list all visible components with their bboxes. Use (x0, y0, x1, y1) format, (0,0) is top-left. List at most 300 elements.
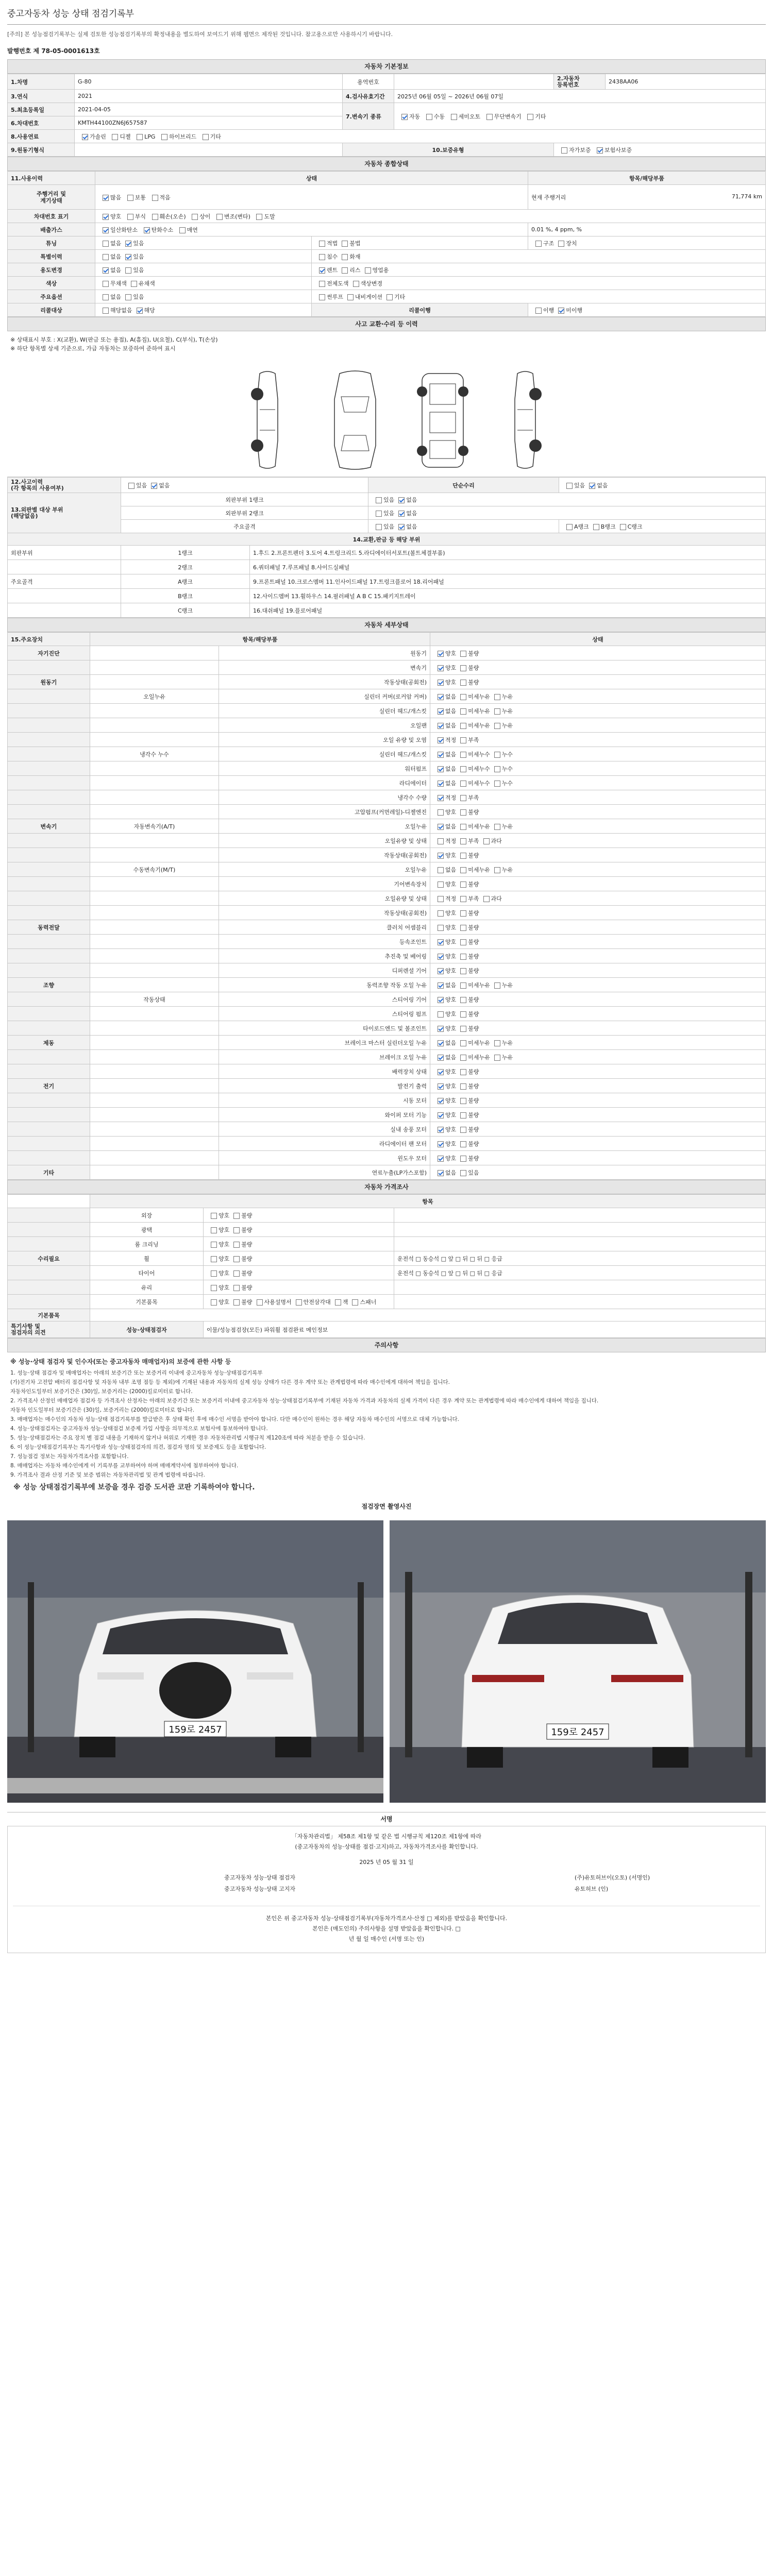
checkbox-detail-8-1[interactable] (460, 766, 466, 772)
checkbox-vin-5[interactable] (256, 214, 262, 220)
checkbox-detail-26-1[interactable] (460, 1026, 466, 1032)
checkbox-detail-33-0[interactable] (438, 1127, 444, 1133)
note-item: 1. 성능·상태 점검자 및 매매업자는 아래의 보증기간 또는 보증거리 이내에 중고자동차 성능·상태점검기록부 (10, 1370, 263, 1376)
checkbox-vin-3[interactable] (192, 214, 198, 220)
checkbox-emission-0[interactable] (103, 227, 109, 233)
checkbox-detail-16-1[interactable] (460, 882, 466, 888)
checkbox-tuning-1[interactable] (125, 241, 131, 247)
checkbox-detail-32-0[interactable] (438, 1112, 444, 1118)
checkbox-detail-4-2[interactable] (494, 708, 500, 715)
checkbox-detail-7-1[interactable] (460, 752, 466, 758)
option-label: 없음 (445, 1054, 457, 1061)
detail-item: 작동상태(공회전) (219, 675, 430, 689)
note-item: 자동차인도일부터 보증기간은 (30)일, 보증거리는 (2000)킬로미터로 합니다. (10, 1388, 193, 1395)
option-label: 양호 (445, 880, 457, 888)
checkbox-detail-30-1[interactable] (460, 1083, 466, 1090)
value-first-registration: 2021-04-05 (75, 103, 343, 116)
checkbox-vin-2[interactable] (152, 214, 158, 220)
option-label: 양호 (445, 1097, 457, 1104)
option-label: 양호 (445, 852, 457, 859)
parts-items: 1.후드 2.프론트펜더 3.도어 4.트렁크리드 5.라디에이터서포트(볼트체결부품) (250, 546, 766, 560)
checkbox-use-3[interactable] (342, 267, 348, 274)
checkbox-price-0-0[interactable] (211, 1213, 217, 1219)
checkbox-fuel-3[interactable] (161, 134, 167, 140)
checkbox-emission-2[interactable] (179, 227, 186, 233)
detail-item: 오일 유량 및 오염 (219, 733, 430, 747)
value-current-mileage: 71,774 km (731, 193, 762, 200)
checkbox-recall-1[interactable] (137, 308, 143, 314)
head-status: 상태 (95, 172, 528, 185)
checkbox-detail-33-1[interactable] (460, 1127, 466, 1133)
checkbox-price-3-0[interactable] (211, 1256, 217, 1262)
checkbox-detail-10-1[interactable] (460, 795, 466, 801)
option-label: 누유 (501, 693, 513, 700)
detail-group (8, 877, 90, 891)
checkbox-detail-5-2[interactable] (494, 723, 500, 729)
checkbox-warranty-0[interactable] (561, 147, 567, 154)
checkbox-detail-2-1[interactable] (460, 680, 466, 686)
option-label: 미세누유 (468, 1039, 490, 1046)
checkbox-detail-25-1[interactable] (460, 1011, 466, 1018)
checkbox-detail-27-2[interactable] (494, 1040, 500, 1046)
checkbox-price-1-1[interactable] (233, 1227, 240, 1233)
detail-item: 실린더 헤드/개스킷 (219, 747, 430, 761)
section-detail-status: 자동차 세부상태 (7, 618, 766, 632)
checkbox-detail-11-1[interactable] (460, 809, 466, 816)
price-row (8, 1280, 766, 1295)
checkbox-use-0[interactable] (103, 267, 109, 274)
option-label: 불량 (468, 808, 479, 816)
price-group (8, 1295, 90, 1309)
option-label: 양호 (445, 1082, 457, 1090)
checkbox-simple-1[interactable] (589, 483, 595, 489)
checkbox-recall-0[interactable] (103, 308, 109, 314)
head-item: 항목/해당부품 (528, 172, 766, 185)
checkbox-detail-32-1[interactable] (460, 1112, 466, 1118)
checkbox-trans-0[interactable] (401, 114, 408, 120)
checkbox-detail-18-1[interactable] (460, 910, 466, 917)
rear-photo (390, 1520, 766, 1803)
checkbox-detail-3-1[interactable] (460, 694, 466, 700)
value-inspector-opinion: 이물/성능점검장(모든) 파워휠 점검완료 메인정보 (204, 1321, 766, 1338)
checkbox-vin-1[interactable] (127, 214, 133, 220)
detail-item: 오일누유 (219, 862, 430, 877)
option-label: 과다 (491, 837, 502, 844)
checkbox-price-2-1[interactable] (233, 1242, 240, 1248)
checkbox-detail-17-2[interactable] (483, 896, 490, 902)
checkbox-detail-28-2[interactable] (494, 1055, 500, 1061)
checkbox-detail-22-1[interactable] (460, 968, 466, 974)
checkbox-fuel-2[interactable] (137, 134, 143, 140)
option-label: 부족 (468, 736, 479, 743)
detail-item: 라디에이터 팬 모터 (219, 1137, 430, 1151)
label-recall: 리콜대상 (8, 303, 95, 317)
checkbox-detail-24-0[interactable] (438, 997, 444, 1003)
checkbox-use-4[interactable] (365, 267, 371, 274)
price-extra: 운전석 □ 동승석 □ 앞 □ 뒤 □ 뒤 □ 응급 (394, 1251, 766, 1266)
option-label: 없음 (445, 1169, 457, 1176)
checkbox-detail-8-0[interactable] (438, 766, 444, 772)
checkbox-detail-13-1[interactable] (460, 838, 466, 844)
checkbox-detail-34-0[interactable] (438, 1141, 444, 1147)
checkbox-recall-3[interactable] (558, 308, 564, 314)
detail-row (8, 906, 766, 920)
option-label: 불량 (241, 1269, 253, 1277)
checkbox-options-1[interactable] (125, 294, 131, 300)
page-title: 중고자동차 성능 상태 점검기록부 (7, 0, 766, 25)
checkbox-color-3[interactable] (353, 281, 359, 287)
checkbox-special-1[interactable] (125, 254, 131, 260)
price-item: 휠 (90, 1251, 204, 1266)
checkbox-detail-23-1[interactable] (460, 982, 466, 989)
checkbox-price-4-1[interactable] (233, 1270, 240, 1277)
detail-group: 기타 (8, 1165, 90, 1180)
checkbox-detail-2-0[interactable] (438, 680, 444, 686)
checkbox-detail-35-0[interactable] (438, 1156, 444, 1162)
legend-line-2: ※ 하단 항목별 상세 기준으로, 가급 자동차는 보증하여 준하여 표시 (10, 345, 176, 352)
checkbox-detail-1-0[interactable] (438, 665, 444, 671)
checkbox-detail-12-2[interactable] (494, 824, 500, 830)
checkbox-vin-0[interactable] (103, 214, 109, 220)
checkbox-detail-6-1[interactable] (460, 737, 466, 743)
section-accident-history: 사고 교환·수리 등 이력 (7, 317, 766, 331)
buyer-sign-line[interactable]: 년 월 일 매수인 (서명 또는 인) (348, 1936, 425, 1942)
detail-sub (90, 1036, 219, 1050)
checkbox-frame-1[interactable] (398, 524, 405, 530)
checkbox-accident-1[interactable] (151, 483, 157, 489)
checkbox-frame-3[interactable] (593, 524, 599, 530)
checkbox-warranty-1[interactable] (597, 147, 603, 154)
checkbox-price-6-5[interactable] (352, 1299, 358, 1306)
checkbox-detail-29-0[interactable] (438, 1069, 444, 1075)
label-simple-repair: 단순수리 (368, 478, 559, 493)
price-extra (394, 1208, 766, 1223)
option-label: 없음 (445, 693, 457, 700)
checkbox-detail-18-0[interactable] (438, 910, 444, 917)
checkbox-price-5-1[interactable] (233, 1285, 240, 1291)
checkbox-rank1-1[interactable] (398, 497, 405, 503)
checkbox-detail-21-1[interactable] (460, 954, 466, 960)
checkbox-recall-2[interactable] (535, 308, 542, 314)
checkbox-fuel-4[interactable] (203, 134, 209, 140)
detail-row (8, 790, 766, 805)
label-inspector: 성능·상태점검자 (90, 1321, 204, 1338)
checkbox-emission-1[interactable] (144, 227, 150, 233)
checkbox-detail-15-0[interactable] (438, 867, 444, 873)
checkbox-detail-17-1[interactable] (460, 896, 466, 902)
checkbox-options-4[interactable] (386, 294, 393, 300)
checkbox-color-2[interactable] (319, 281, 325, 287)
checkbox-fuel-1[interactable] (112, 134, 118, 140)
checkbox-detail-36-0[interactable] (438, 1170, 444, 1176)
checkbox-detail-21-0[interactable] (438, 954, 444, 960)
option-label: 스패너 (360, 1298, 377, 1306)
detail-item: 실내 송풍 모터 (219, 1122, 430, 1137)
option-label: 미세누유 (468, 823, 490, 830)
checkbox-detail-27-0[interactable] (438, 1040, 444, 1046)
checkbox-detail-8-2[interactable] (494, 766, 500, 772)
head-device: 15.주요장치 (8, 633, 90, 646)
checkbox-detail-9-0[interactable] (438, 781, 444, 787)
detail-sub (90, 776, 219, 790)
detail-sub (90, 718, 219, 733)
checkbox-price-6-0[interactable] (211, 1299, 217, 1306)
checkbox-detail-23-0[interactable] (438, 982, 444, 989)
checkbox-detail-0-0[interactable] (438, 651, 444, 657)
fuel-options: 가솔린 디젤 LPG 하이브리드 기타 (75, 130, 766, 143)
option-label: 양호 (445, 996, 457, 1003)
checkbox-color-1[interactable] (131, 281, 137, 287)
checkbox-trans-3[interactable] (486, 114, 493, 120)
price-extra (394, 1223, 766, 1237)
checkbox-detail-15-1[interactable] (460, 867, 466, 873)
detail-group (8, 805, 90, 819)
checkbox-use-2[interactable] (319, 267, 325, 274)
checkbox-detail-5-0[interactable] (438, 723, 444, 729)
detail-group (8, 1122, 90, 1137)
checkbox-detail-28-0[interactable] (438, 1055, 444, 1061)
checkbox-detail-27-1[interactable] (460, 1040, 466, 1046)
label-mileage: 주행거리 및 계기상태 (8, 185, 95, 210)
option-label: 미세누유 (468, 866, 490, 873)
checkbox-detail-16-0[interactable] (438, 882, 444, 888)
checkbox-special-3[interactable] (342, 254, 348, 260)
checkbox-frame-0[interactable] (376, 524, 382, 530)
parts-rank: B랭크 (121, 589, 250, 603)
checkbox-detail-13-0[interactable] (438, 838, 444, 844)
detail-group: 조향 (8, 978, 90, 992)
checkbox-options-3[interactable] (347, 294, 354, 300)
checkbox-tuning-0[interactable] (103, 241, 109, 247)
checkbox-trans-1[interactable] (426, 114, 432, 120)
checkbox-detail-3-2[interactable] (494, 694, 500, 700)
checkbox-price-0-1[interactable] (233, 1213, 240, 1219)
checkbox-trans-2[interactable] (451, 114, 457, 120)
option-label: 양호 (445, 1155, 457, 1162)
detail-item: 클러치 어셈블리 (219, 920, 430, 935)
checkbox-detail-3-0[interactable] (438, 694, 444, 700)
checkbox-price-6-4[interactable] (335, 1299, 341, 1306)
checkbox-price-6-3[interactable] (296, 1299, 302, 1306)
checkbox-detail-25-0[interactable] (438, 1011, 444, 1018)
checkbox-tuning-2[interactable] (319, 241, 325, 247)
detail-item: 스티어링 기어 (219, 992, 430, 1007)
checkbox-detail-7-0[interactable] (438, 752, 444, 758)
checkbox-detail-35-1[interactable] (460, 1156, 466, 1162)
checkbox-detail-14-0[interactable] (438, 853, 444, 859)
checkbox-detail-5-1[interactable] (460, 723, 466, 729)
checkbox-detail-11-0[interactable] (438, 809, 444, 816)
checkbox-detail-30-0[interactable] (438, 1083, 444, 1090)
checkbox-options-0[interactable] (103, 294, 109, 300)
detail-item: 오일유량 및 상태 (219, 834, 430, 848)
price-item: 타이어 (90, 1266, 204, 1280)
checkbox-detail-28-1[interactable] (460, 1055, 466, 1061)
buyer-confirm-2: 본인은 (매도인의) 주의사항을 설명 받았음을 확인합니다. □ (312, 1925, 461, 1932)
option-label: 불량 (468, 1097, 479, 1104)
option-label: 불량 (468, 1111, 479, 1118)
checkbox-detail-0-1[interactable] (460, 651, 466, 657)
checkbox-detail-23-2[interactable] (494, 982, 500, 989)
option-label: 적정 (445, 794, 457, 801)
option-label: 없음 (445, 765, 457, 772)
checkbox-price-6-2[interactable] (257, 1299, 263, 1306)
detail-item: 타이로드엔드 및 볼조인트 (219, 1021, 430, 1036)
checkbox-detail-4-0[interactable] (438, 708, 444, 715)
value-plate-no: 2438AA06 (606, 74, 766, 90)
checkbox-detail-34-1[interactable] (460, 1141, 466, 1147)
checkbox-rank2-1[interactable] (398, 511, 405, 517)
checkbox-tuning-4[interactable] (535, 241, 542, 247)
checkbox-mileage-1[interactable] (127, 195, 133, 201)
price-group (8, 1237, 90, 1251)
option-label: 누수 (501, 765, 513, 772)
option-label: 양호 (219, 1241, 230, 1248)
checkbox-price-5-0[interactable] (211, 1285, 217, 1291)
parts-items: 9.프론트패널 10.크로스멤버 11.인사이드패널 17.트렁크플로어 18.리어패널 (250, 574, 766, 589)
option-label: 과다 (491, 895, 502, 902)
checkbox-tuning-3[interactable] (342, 241, 348, 247)
option-label: 누유 (501, 1054, 513, 1061)
detail-group (8, 1108, 90, 1122)
price-table (7, 1194, 766, 1338)
checkbox-detail-26-0[interactable] (438, 1026, 444, 1032)
checkbox-detail-19-1[interactable] (460, 925, 466, 931)
checkbox-detail-31-1[interactable] (460, 1098, 466, 1104)
checkbox-mileage-0[interactable] (103, 195, 109, 201)
checkbox-price-3-1[interactable] (233, 1256, 240, 1262)
checkbox-vin-4[interactable] (216, 214, 223, 220)
value-car-name: G-80 (75, 74, 343, 90)
checkbox-simple-0[interactable] (566, 483, 573, 489)
checkbox-accident-0[interactable] (128, 483, 135, 489)
label-service-no: 용역번호 (343, 74, 394, 90)
checkbox-detail-1-1[interactable] (460, 665, 466, 671)
label-model-year: 3.연식 (8, 90, 75, 103)
checkbox-special-0[interactable] (103, 254, 109, 260)
detail-sub (90, 935, 219, 949)
checkbox-detail-29-1[interactable] (460, 1069, 466, 1075)
detail-item: 냉각수 수량 (219, 790, 430, 805)
checkbox-use-1[interactable] (125, 267, 131, 274)
price-item: 유리 (90, 1280, 204, 1295)
option-label: 없음 (445, 779, 457, 787)
checkbox-special-2[interactable] (319, 254, 325, 260)
checkbox-price-2-0[interactable] (211, 1242, 217, 1248)
checkbox-detail-4-1[interactable] (460, 708, 466, 715)
checkbox-detail-31-0[interactable] (438, 1098, 444, 1104)
detail-sub: 오일누유 (90, 689, 219, 704)
checkbox-detail-14-1[interactable] (460, 853, 466, 859)
checkbox-detail-13-2[interactable] (483, 838, 490, 844)
checkbox-tuning-5[interactable] (558, 241, 564, 247)
detail-group: 자기진단 (8, 646, 90, 660)
checkbox-frame-4[interactable] (620, 524, 626, 530)
option-label: 양호 (445, 1068, 457, 1075)
checkbox-detail-20-1[interactable] (460, 939, 466, 945)
checkbox-detail-10-0[interactable] (438, 795, 444, 801)
detail-row (8, 1079, 766, 1093)
option-label: 사용설명서 (264, 1298, 292, 1306)
option-label: 불량 (241, 1226, 253, 1233)
detail-group (8, 733, 90, 747)
checkbox-detail-12-1[interactable] (460, 824, 466, 830)
buyer-confirm-1: 본인은 위 중고자동차 성능·상태점검기록부(자동차가격조사·산정 □ 제외)를 받았음을 확인합니다. (265, 1915, 508, 1922)
accident-table: 12.사고이력 (각 항목의 사용여부) 있음 없음 단순수리 있음 없음 13.외판별 대상 부위 (해당없음) 외판부위 1랭크 있음 없음 외판부위 2랭크 있음 없음 주요골격 있음 없음 A랭크 B랭크 C랭크 14.교환,판금 등 해당 부위 외판부위 1랭크 1.후드 2.프론트펜더 3.도어 4.트렁크리드 5.라디에이터서포트(볼트체결부품) 2랭크 6.쿼터패널 7.루프패널 8.사이드실패널 주요골격 A랭크 9.프론트패널 10.크로스멤버 11.인사이드패널 17.트렁크플로어 18.리어패널 B랭크 12.사이드멤버 13.휠하우스 14.필러패널 A B C 15.패키지트레이 C랭크 16.대쉬패널 19.플로어패널 (7, 477, 766, 618)
label-use-change: 용도변경 (8, 263, 95, 277)
detail-group (8, 1021, 90, 1036)
detail-item: 연료누출(LP가스포함) (219, 1165, 430, 1180)
detail-row (8, 1036, 766, 1050)
label-vin: 6.차대번호 (8, 116, 75, 130)
detail-sub: 자동변속기(A/T) (90, 819, 219, 834)
detail-sub (90, 646, 219, 660)
transmission-options: 자동 수동 세미오토 무단변속기 기타 (394, 103, 766, 130)
checkbox-detail-15-2[interactable] (494, 867, 500, 873)
checkbox-trans-4[interactable] (527, 114, 533, 120)
option-label: 없음 (445, 1039, 457, 1046)
checkbox-frame-2[interactable] (566, 524, 573, 530)
detail-row (8, 646, 766, 660)
label-transmission: 7.변속기 종류 (343, 103, 394, 130)
value-vin: KMTH44100ZN6J657587 (75, 116, 343, 130)
detail-item: 브레이크 마스터 실린더오일 누유 (219, 1036, 430, 1050)
checkbox-color-0[interactable] (103, 281, 109, 287)
detail-group (8, 704, 90, 718)
checkbox-price-4-0[interactable] (211, 1270, 217, 1277)
checkbox-detail-9-1[interactable] (460, 781, 466, 787)
checkbox-detail-7-2[interactable] (494, 752, 500, 758)
note-item: 7. 성능점검 정보는 자동차가격조사를 포함합니다. (10, 1453, 129, 1460)
checkbox-detail-9-2[interactable] (494, 781, 500, 787)
detail-row (8, 935, 766, 949)
detail-item: 작동상태(공회전) (219, 848, 430, 862)
checkbox-price-1-0[interactable] (211, 1227, 217, 1233)
detail-sub (90, 1050, 219, 1064)
option-label: 미세누유 (468, 722, 490, 729)
checkbox-detail-17-0[interactable] (438, 896, 444, 902)
detail-group (8, 949, 90, 963)
detail-row (8, 978, 766, 992)
checkbox-detail-36-1[interactable] (460, 1170, 466, 1176)
detail-group (8, 992, 90, 1007)
checkbox-price-6-1[interactable] (233, 1299, 240, 1306)
option-label: 누유 (501, 866, 513, 873)
checkbox-detail-19-0[interactable] (438, 925, 444, 931)
checkbox-detail-6-0[interactable] (438, 737, 444, 743)
checkbox-mileage-2[interactable] (152, 195, 158, 201)
checkbox-detail-12-0[interactable] (438, 824, 444, 830)
checkbox-detail-20-0[interactable] (438, 939, 444, 945)
checkbox-fuel-0[interactable] (82, 134, 88, 140)
detail-group (8, 1151, 90, 1165)
label-special-history: 특별이력 (8, 250, 95, 263)
detail-item: 디퍼렌셜 기어 (219, 963, 430, 978)
checkbox-detail-22-0[interactable] (438, 968, 444, 974)
label-emission: 배출가스 (8, 223, 95, 236)
checkbox-rank2-0[interactable] (376, 511, 382, 517)
detail-item: 시동 모터 (219, 1093, 430, 1108)
checkbox-detail-24-1[interactable] (460, 997, 466, 1003)
sign-date: 2025 년 05 월 31 일 (359, 1859, 414, 1866)
label-options: 주요옵션 (8, 290, 95, 303)
price-group (8, 1208, 90, 1223)
option-label: 안전삼각대 (303, 1298, 331, 1306)
checkbox-rank1-0[interactable] (376, 497, 382, 503)
checkbox-options-2[interactable] (319, 294, 325, 300)
car-underbody-view-icon (414, 368, 471, 471)
detail-group: 동력전달 (8, 920, 90, 935)
